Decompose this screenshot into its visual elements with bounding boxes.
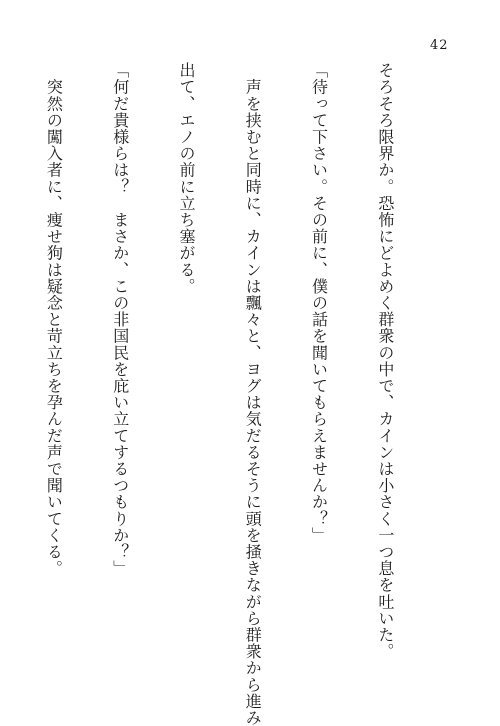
text-line: 突然の闖入者に、痩せ狗は疑念と苛立ちを孕んだ声で聞いてくる。 bbox=[44, 62, 64, 577]
text-line: 「何だ貴様らは？ まさか、この非国民を庇い立てするつもりか？」 bbox=[110, 62, 130, 577]
text-line: 声を挟むと同時に、カインは飄々と、ヨグは気だるそうに頭を掻きながら群衆から進み bbox=[243, 62, 263, 726]
text-line: そろそろ限界か。恐怖にどよめく群衆の中で、カインは小さく一つ息を吐いた。 bbox=[375, 62, 395, 660]
page-number: 42 bbox=[430, 38, 449, 53]
text-line: 「待って下さい。その前に、僕の話を聞いてもらえませんか？」 bbox=[309, 62, 329, 544]
text-line: 出て、エノの前に立ち塞がる。 bbox=[176, 62, 196, 295]
vertical-text-body bbox=[0, 62, 440, 726]
